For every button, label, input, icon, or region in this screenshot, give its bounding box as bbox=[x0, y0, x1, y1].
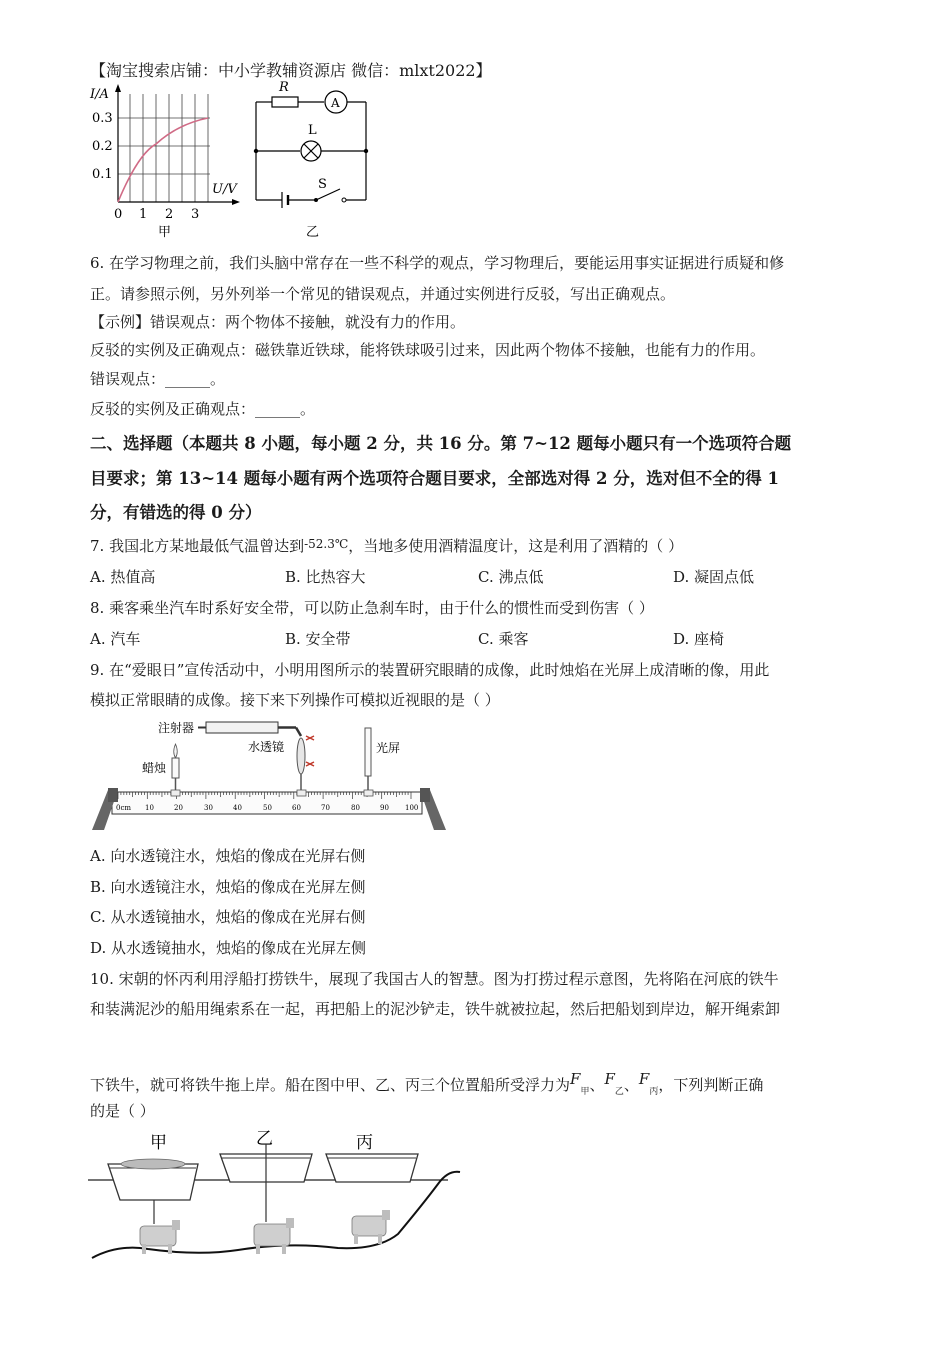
q6-line1: 6. 在学习物理之前，我们头脑中常存在一些不科学的观点，学习物理后，要能运用事实证据进行质疑和修 bbox=[90, 254, 785, 272]
q7-option-d: D. 凝固点低 bbox=[673, 568, 755, 586]
iv-xlabel: U/V bbox=[212, 182, 237, 197]
q8-option-c: C. 乘客 bbox=[478, 630, 529, 648]
q10-line1: 10. 宋朝的怀丙利用浮船打捞铁牛，展现了我国古人的智慧。图为打捞过程示意图，先将陷在河底的铁牛 bbox=[90, 970, 779, 988]
q9-line2: 模拟正常眼睛的成像。接下来下列操作可模拟近视眼的是（ ） bbox=[90, 691, 500, 709]
force-symbol-bing: F bbox=[638, 1070, 650, 1088]
section2-line2: 目要求；第 13~14 题每小题有两个选项符合题目要求，全部选对得 2 分，选对但不全的得 1 bbox=[90, 469, 779, 488]
separator: 、 bbox=[589, 1076, 605, 1094]
iv-xtick: 2 bbox=[165, 207, 174, 222]
lens-label: 水透镜 bbox=[248, 740, 285, 754]
boat-salvage-figure bbox=[88, 1124, 468, 1299]
q6-line4: 反驳的实例及正确观点：磁铁靠近铁球，能将铁球吸引过来，因此两个物体不接触，也能有力的作用。 bbox=[90, 341, 766, 359]
q9-line1: 9. 在“爱眼日”宣传活动中，小明用图所示的装置研究眼睛的成像，此时烛焰在光屏上成清晰的像，用此 bbox=[90, 661, 770, 679]
scale-label: 100 bbox=[405, 804, 419, 812]
q6-answer1: 错误观点：______。 bbox=[90, 370, 226, 388]
iv-caption: 甲 bbox=[158, 225, 172, 239]
iv-ytick: 0.2 bbox=[92, 139, 113, 154]
section2-line1: 二、选择题（本题共 8 小题，每小题 2 分，共 16 分。第 7~12 题每小题只有一个选项符合题 bbox=[90, 434, 792, 453]
scale-label: 0cm bbox=[116, 804, 132, 812]
separator: 、 bbox=[623, 1076, 639, 1094]
q10-line4: 的是（ ） bbox=[90, 1102, 155, 1120]
scale-label: 60 bbox=[292, 804, 301, 812]
q8-option-b: B. 安全带 bbox=[285, 630, 351, 648]
q10-line3-b: ，下列判断正确 bbox=[658, 1076, 764, 1094]
candle bbox=[172, 758, 179, 778]
scale-label: 10 bbox=[145, 804, 154, 812]
force-sub-jia: 甲 bbox=[580, 1087, 590, 1097]
iv-ytick: 0.1 bbox=[92, 167, 113, 182]
circuit-diagram bbox=[248, 76, 378, 241]
iv-curve bbox=[118, 118, 208, 202]
boat-label-bing: 丙 bbox=[356, 1133, 373, 1153]
scale-label: 30 bbox=[204, 804, 213, 812]
force-sub-bing: 丙 bbox=[649, 1087, 659, 1097]
iv-ylabel: I/A bbox=[90, 87, 109, 102]
light-screen bbox=[365, 728, 371, 776]
boat-jia bbox=[108, 1164, 198, 1200]
force-symbol-jia: F bbox=[570, 1070, 581, 1088]
q9-option-c: C. 从水透镜抽水，烛焰的像成在光屏右侧 bbox=[90, 908, 366, 926]
q7-stem-a: 7. 我国北方某地最低气温曾达到 bbox=[90, 537, 305, 555]
ammeter-label: A bbox=[331, 96, 340, 110]
circuit-caption: 乙 bbox=[306, 225, 320, 240]
iron-ox bbox=[140, 1226, 176, 1246]
q10-line2: 和装满泥沙的船用绳索系在一起，再把船上的泥沙铲走，铁牛就被拉起，然后把船划到岸边，解开绳索卸 bbox=[90, 1000, 781, 1018]
syringe-label: 注射器 bbox=[158, 721, 195, 735]
q9-option-b: B. 向水透镜注水，烛焰的像成在光屏左侧 bbox=[90, 878, 366, 896]
q7-stem bbox=[90, 535, 683, 556]
iv-xtick: 1 bbox=[139, 207, 148, 222]
syringe bbox=[206, 722, 278, 733]
scale-label: 20 bbox=[174, 804, 183, 812]
q6-answer2: 反驳的实例及正确观点：______。 bbox=[90, 400, 316, 418]
q7-stem-b: ，当地多使用酒精温度计，这是利用了酒精的（ ） bbox=[348, 537, 684, 555]
scale-label: 70 bbox=[321, 804, 330, 812]
q6-line3: 【示例】错误观点：两个物体不接触，就没有力的作用。 bbox=[90, 313, 466, 331]
q9-option-a: A. 向水透镜注水，烛焰的像成在光屏右侧 bbox=[90, 847, 366, 865]
optical-bench-figure bbox=[88, 714, 450, 836]
iv-ytick: 0.3 bbox=[92, 111, 113, 126]
water-lens bbox=[297, 738, 305, 774]
q10-line3-a: 下铁牛，就可将铁牛拖上岸。船在图中甲、乙、丙三个位置船所受浮力为 bbox=[90, 1076, 571, 1094]
q8-option-d: D. 座椅 bbox=[673, 630, 725, 648]
header-banner: 【淘宝搜索店铺：中小学教辅资源店 微信：mlxt2022】 bbox=[90, 61, 492, 80]
q7-option-a: A. 热值高 bbox=[90, 568, 156, 586]
scale-label: 50 bbox=[263, 804, 272, 812]
boat-label-jia: 甲 bbox=[150, 1133, 167, 1153]
q8-stem: 8. 乘客乘坐汽车时系好安全带，可以防止急刹车时，由于什么的惯性而受到伤害（ ） bbox=[90, 599, 654, 617]
iv-graph bbox=[88, 84, 248, 239]
q6-line2: 正。请参照示例，另外列举一个常见的错误观点，并通过实例进行反驳，写出正确观点。 bbox=[90, 285, 676, 303]
q7-temperature: -52.3℃ bbox=[304, 537, 349, 551]
iv-xtick: 3 bbox=[191, 207, 200, 222]
scale-label: 90 bbox=[380, 804, 389, 812]
screen-label: 光屏 bbox=[376, 741, 401, 755]
q10-line3 bbox=[90, 1070, 763, 1097]
q7-option-b: B. 比热容大 bbox=[285, 568, 366, 586]
q8-option-a: A. 汽车 bbox=[90, 630, 141, 648]
candle-label: 蜡烛 bbox=[142, 761, 167, 775]
section2-line3: 分，有错选的得 0 分） bbox=[90, 503, 262, 522]
q9-option-d: D. 从水透镜抽水，烛焰的像成在光屏左侧 bbox=[90, 939, 367, 957]
iron-ox bbox=[254, 1224, 290, 1246]
scale-label: 80 bbox=[351, 804, 360, 812]
resistor-label: R bbox=[279, 80, 289, 95]
switch-label: S bbox=[318, 177, 327, 192]
iv-xtick: 0 bbox=[114, 207, 123, 222]
lamp-label: L bbox=[308, 123, 317, 138]
force-symbol-yi: F bbox=[604, 1070, 615, 1088]
scale-label: 40 bbox=[233, 804, 242, 812]
boat-label-yi: 乙 bbox=[256, 1129, 273, 1149]
iron-ox bbox=[352, 1216, 386, 1236]
force-sub-yi: 乙 bbox=[614, 1087, 624, 1097]
q7-option-c: C. 沸点低 bbox=[478, 568, 544, 586]
